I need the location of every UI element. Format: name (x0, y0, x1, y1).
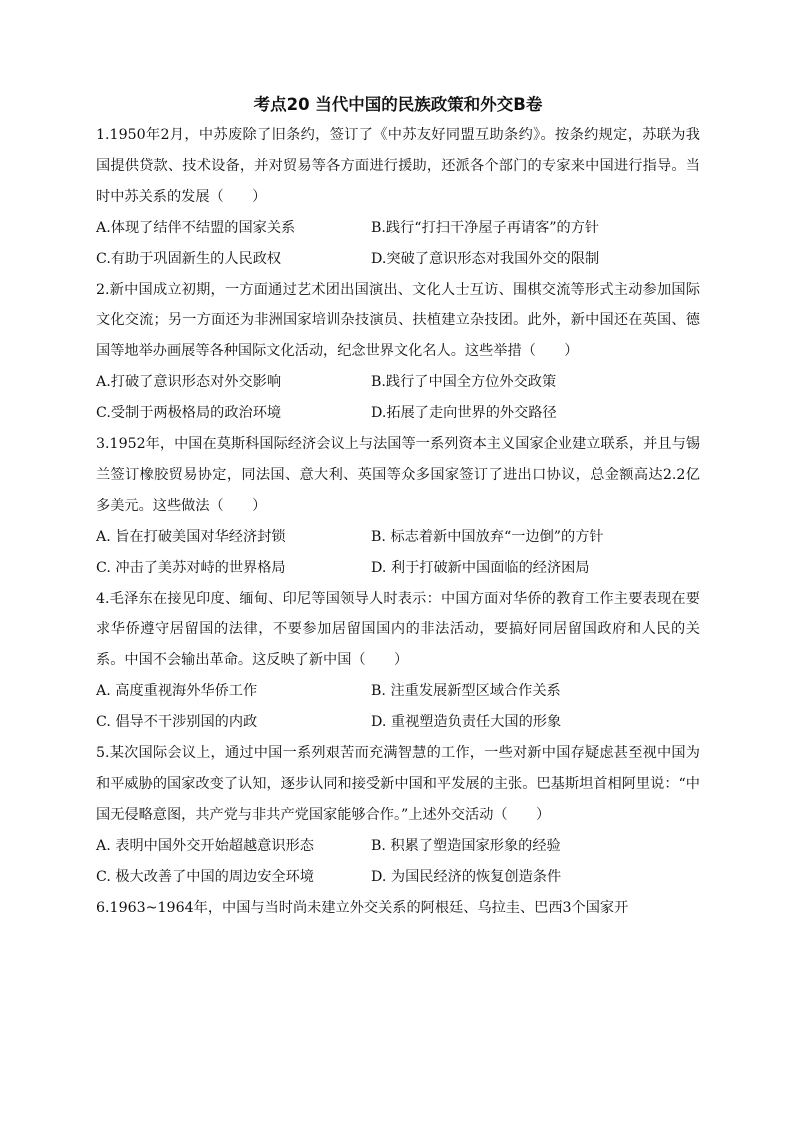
option-a: A.体现了结伴不结盟的国家关系 (96, 219, 296, 236)
option-a: A.打破了意识形态对外交影响 (96, 374, 282, 391)
option-d: D. 为国民经济的恢复创造条件 (371, 868, 562, 885)
option-b: B. 标志着新中国放弃“一边倒”的方针 (371, 528, 604, 545)
option-a: A. 高度重视海外华侨工作 (96, 683, 258, 700)
option-b: B. 注重发展新型区域合作关系 (371, 683, 561, 700)
question-stem: 5.某次国际会议上，通过中国一系列艰苦而充满智慧的工作，一些对新中国存疑虑甚至视中国为和平威胁的国家改变了认知，逐步认同和接受新中国和平发展的主张。巴基斯坦首相阿里说：“中国无侵略意图，共产党与非共产党国家能够合作。”上述外交活动（ ） (96, 745, 700, 823)
option-row (96, 244, 700, 275)
option-b: B. 积累了塑造国家形象的经验 (371, 837, 561, 854)
question-6 (96, 893, 700, 924)
question-stem: 6.1963~1964年，中国与当时尚未建立外交关系的阿根廷、乌拉圭、巴西3个国家开 (96, 899, 629, 916)
option-a: A. 旨在打破美国对华经济封锁 (96, 528, 286, 545)
option-c: C. 极大改善了中国的周边安全环境 (96, 868, 314, 885)
question-stem: 2.新中国成立初期，一方面通过艺术团出国演出、文化人士互访、围棋交流等形式主动参加国际文化交流；另一方面还为非洲国家培训杂技演员、扶植建立杂技团。此外，新中国还在英国、德国等地举办画展等各种国际文化活动，纪念世界文化名人。这些举措（ ） (96, 281, 700, 360)
question-stem: 1.1950年2月，中苏废除了旧条约，签订了《中苏友好同盟互助条约》。按条约规定，苏联为我国提供贷款、技术设备，并对贸易等各方面进行援助，还派各个部门的专家来中国进行指导。当时中苏关系的发展（ ） (96, 127, 700, 205)
option-row (96, 831, 700, 862)
option-c: C. 倡导不干涉别国的内政 (96, 714, 258, 731)
option-row (96, 522, 700, 553)
option-row (96, 367, 700, 398)
document-page (96, 92, 700, 923)
option-d: D.拓展了走向世界的外交路径 (371, 405, 557, 422)
option-d: D. 利于打破新中国面临的经济困局 (371, 559, 590, 576)
question-stem: 3.1952年，中国在莫斯科国际经济会议上与法国等一系列资本主义国家企业建立联系，并且与锡兰签订橡胶贸易协定，同法国、意大利、英国等众多国家签订了进出口协议，总金额高达2.2亿多美元。这些做法（ ） (96, 436, 700, 514)
option-c: C.有助于巩固新生的人民政权 (96, 250, 282, 267)
question-stem: 4.毛泽东在接见印度、缅甸、印尼等国领导人时表示：中国方面对华侨的教育工作主要表现在要求华侨遵守居留国的法律，不要参加居留国国内的非法活动，要搞好同居留国政府和人民的关系。中国不会输出革命。这反映了新中国（ ） (96, 590, 700, 669)
option-row (96, 707, 700, 738)
question-4 (96, 584, 700, 739)
option-b: B.践行“打扫干净屋子再请客”的方针 (371, 219, 600, 236)
question-3 (96, 429, 700, 584)
document-title: 考点20 当代中国的民族政策和外交B卷 (253, 95, 543, 114)
question-2 (96, 275, 700, 430)
option-b: B.践行了中国全方位外交政策 (371, 374, 557, 391)
question-1 (96, 120, 700, 275)
option-row (96, 398, 700, 429)
option-c: C. 冲击了美苏对峙的世界格局 (96, 559, 286, 576)
option-row (96, 553, 700, 584)
option-d: D. 重视塑造负责任大国的形象 (371, 714, 562, 731)
option-c: C.受制于两极格局的政治环境 (96, 405, 282, 422)
option-row (96, 213, 700, 244)
option-row (96, 862, 700, 893)
option-row (96, 676, 700, 707)
option-a: A. 表明中国外交开始超越意识形态 (96, 837, 314, 854)
question-5 (96, 738, 700, 893)
option-d: D.突破了意识形态对我国外交的限制 (371, 250, 600, 267)
